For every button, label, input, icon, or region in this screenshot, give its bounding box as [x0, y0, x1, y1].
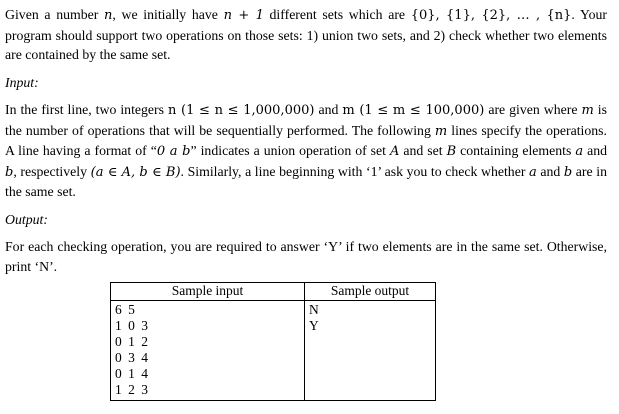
math-m-range: m (1 ≤ m ≤ 100,000)	[342, 103, 485, 118]
sample-input-line: 0 3 4	[115, 350, 150, 365]
math-m-2: m	[434, 123, 448, 139]
math-n: n	[104, 8, 113, 23]
input-text-4: is the number of operations that will be sequentially performed. The following	[5, 102, 608, 138]
math-b-2: b	[563, 164, 573, 180]
input-text-3: are given where	[484, 102, 582, 117]
input-text-7: and set	[399, 143, 447, 158]
math-format: 0 a b	[156, 144, 191, 159]
math-a-2: a	[529, 164, 537, 180]
output-paragraph: For each checking operation, you are required to answer ‘Y’ if two elements are in the same set. Otherwise, print ‘N’.	[5, 239, 607, 274]
math-b: b	[5, 164, 14, 180]
sample-input-line: 6 5	[115, 302, 137, 317]
input-text-1: In the first line, two integers	[5, 102, 168, 117]
sample-output-cell	[305, 301, 436, 401]
intro-text-1: Given a number	[5, 7, 105, 22]
math-sets: {0}, {1}, {2}, … , {n}	[410, 8, 572, 23]
sample-output-line: N	[309, 302, 321, 317]
math-m: m	[581, 103, 594, 118]
sample-header-row	[111, 283, 436, 301]
math-a: a	[575, 144, 584, 159]
math-n-range: n (1 ≤ n ≤ 1,000,000)	[168, 103, 315, 118]
input-paragraph	[5, 100, 607, 202]
sample-output-line: Y	[309, 318, 321, 333]
input-text-2: and	[314, 102, 343, 117]
sample-output-header: Sample output	[305, 283, 436, 301]
math-n-plus-1: n + 1	[223, 8, 264, 23]
sample-input-line: 1 2 3	[115, 382, 150, 397]
input-text-8: containing elements	[456, 143, 576, 158]
input-text-10: , respectively	[13, 163, 91, 179]
output-heading: Output:	[5, 211, 48, 227]
sample-table	[110, 282, 436, 401]
intro-text-3: different sets which are	[263, 7, 411, 22]
intro-text-4: . Your program should support two operations on those sets: 1) union two sets, and 2) check whether two elements are contained by the same set.	[5, 7, 607, 62]
math-membership: (a ∈ A, b ∈ B)	[90, 164, 181, 180]
sample-input-line: 0 1 4	[115, 366, 150, 381]
sample-input-cell	[111, 301, 305, 401]
math-set-a: A	[389, 144, 400, 159]
input-text-9: and	[583, 143, 608, 158]
input-heading: Input:	[5, 74, 39, 90]
intro-text-2: , we initially have	[112, 7, 224, 22]
sample-input-line: 1 0 3	[115, 318, 150, 333]
input-text-13: are in the same set.	[5, 163, 607, 199]
input-text-12: and	[536, 163, 564, 179]
intro-paragraph	[5, 5, 607, 65]
math-set-b: B	[446, 144, 457, 159]
input-text-5: lines specify the operations. A line having a format of “	[5, 122, 607, 158]
sample-input-header: Sample input	[111, 283, 305, 301]
sample-input-line: 0 1 2	[115, 334, 150, 349]
sample-body-row	[111, 301, 436, 401]
input-text-6: ” indicates a union operation of set	[190, 143, 390, 158]
problem-statement	[5, 5, 607, 284]
input-text-11: . Similarly, a line beginning with ‘1’ ask you to check whether	[180, 163, 530, 179]
